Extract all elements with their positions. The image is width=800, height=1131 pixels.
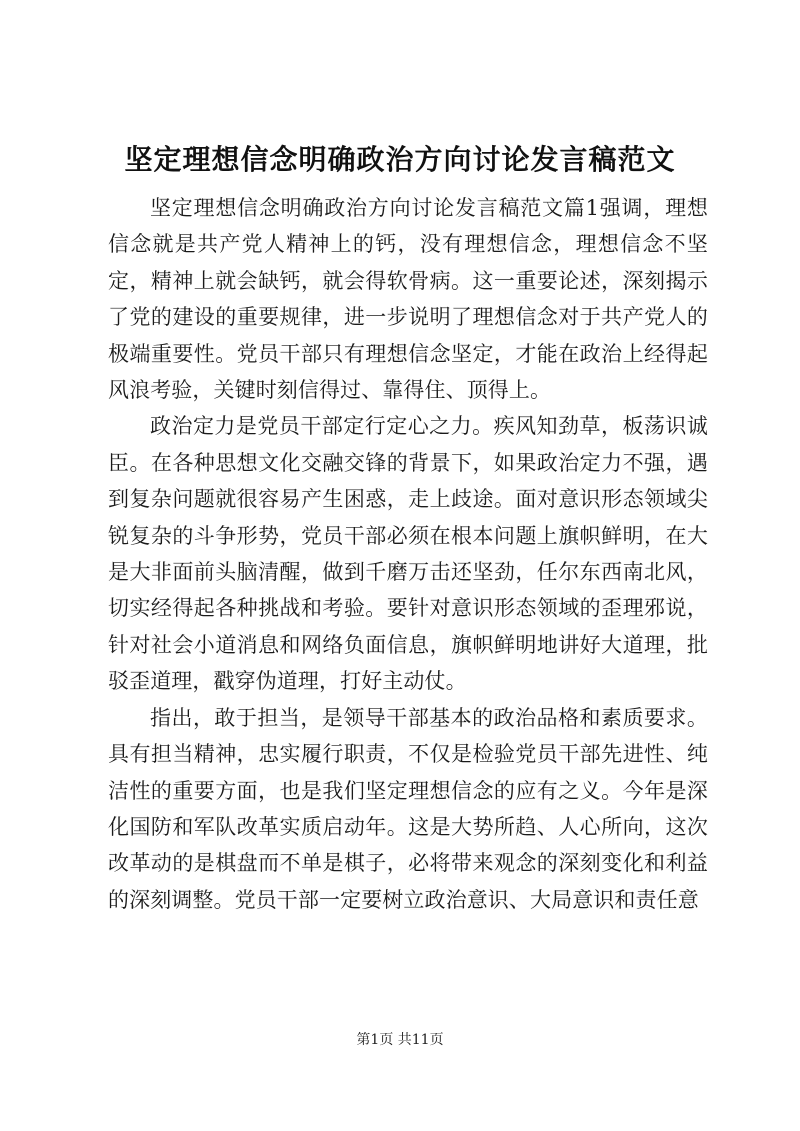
- document-body: [108, 190, 708, 918]
- paragraph-3: 指出，敢于担当，是领导干部基本的政治品格和素质要求。具有担当精神，忠实履行职责，不仅是检验党员干部先进性、纯洁性的重要方面，也是我们坚定理想信念的应有之义。今年是深化国防和军队改革实质启动年。这是大势所趋、人心所向，这次改革动的是棋盘而不单是棋子，必将带来观念的深刻变化和利益的深刻调整。党员干部一定要树立政治意识、大局意识和责任意: [108, 705, 708, 912]
- paragraph-2: 政治定力是党员干部定行定心之力。疾风知劲草，板荡识诚臣。在各种思想文化交融交锋的背景下，如果政治定力不强，遇到复杂问题就很容易产生困惑，走上歧途。面对意识形态领域尖锐复杂的斗争形势，党员干部必须在根本问题上旗帜鲜明，在大是大非面前头脑清醒，做到千磨万击还坚劲，任尔东西南北风，切实经得起各种挑战和考验。要针对意识形态领域的歪理邪说，针对社会小道消息和网络负面信息，旗帜鲜明地讲好大道理，批驳歪道理，戳穿伪道理，打好主动仗。: [108, 414, 708, 694]
- document-title: 坚定理想信念明确政治方向讨论发言稿范文: [124, 143, 676, 176]
- paragraph-1: 坚定理想信念明确政治方向讨论发言稿范文篇1强调，理想信念就是共产党人精神上的钙，没有理想信念，理想信念不坚定，精神上就会缺钙，就会得软骨病。这一重要论述，深刻揭示了党的建设的重要规律，进一步说明了理想信念对于共产党人的极端重要性。党员干部只有理想信念坚定，才能在政治上经得起风浪考验，关键时刻信得过、靠得住、顶得上。: [108, 196, 708, 403]
- page-footer: 第1页 共11页: [356, 1032, 444, 1048]
